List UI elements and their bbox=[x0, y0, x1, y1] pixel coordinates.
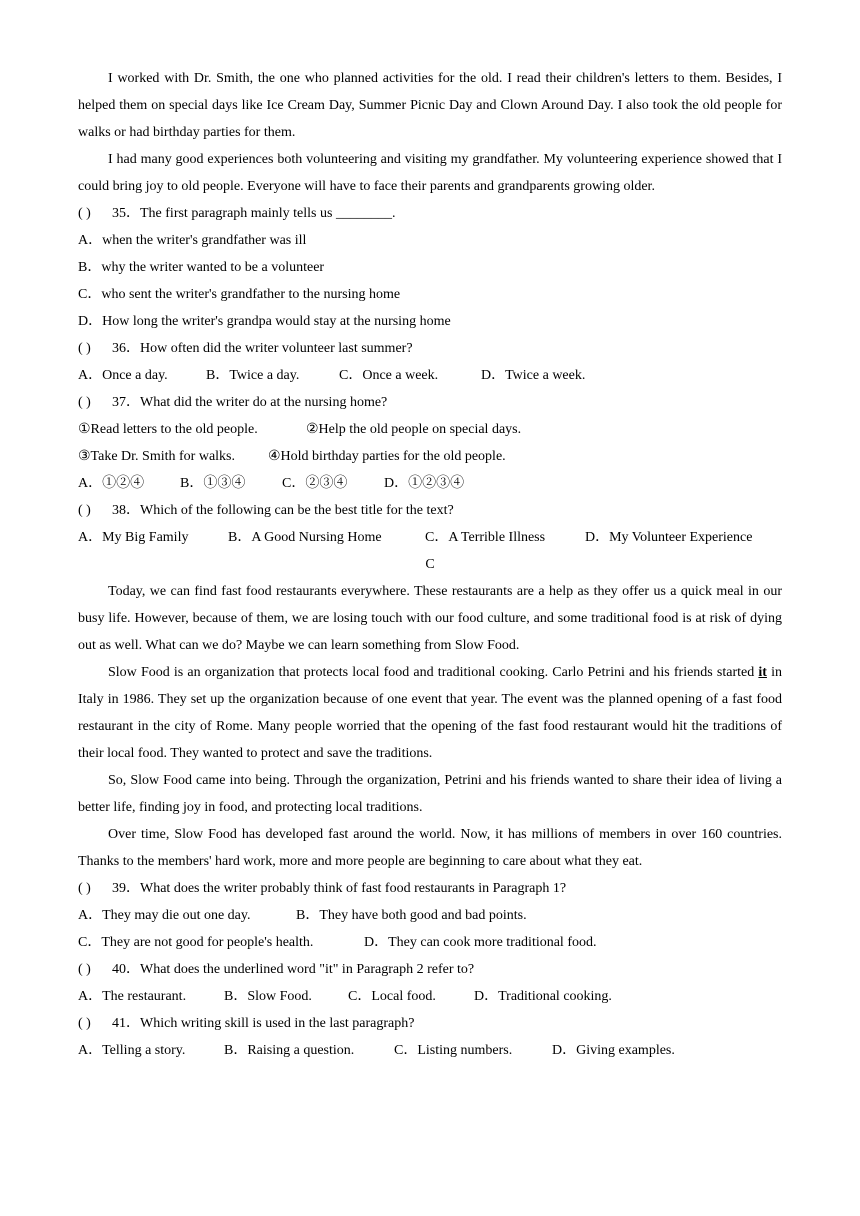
option-a: A．①②④ bbox=[78, 476, 145, 491]
answer-blank[interactable]: ( ) bbox=[78, 395, 91, 410]
question-stem: 40．What does the underlined word "it" in Paragraph 2 refer to? bbox=[112, 962, 475, 977]
answer-blank[interactable]: ( ) bbox=[78, 881, 91, 896]
question-stem: 37．What did the writer do at the nursing home? bbox=[112, 395, 388, 410]
option-a: A．when the writer's grandfather was ill bbox=[78, 233, 307, 248]
passage-c-paragraph-3: So, Slow Food came into being. Through the organization, Petrini and his friends wanted to share their idea of living a better life, finding joy in food, and protecting local traditions. bbox=[78, 773, 782, 815]
document-content bbox=[78, 65, 782, 1064]
passage-c-paragraph-4: Over time, Slow Food has developed fast around the world. Now, it has millions of members in over 160 countries. Thanks to the members' hard work, more and more people are beginning to care about what they eat. bbox=[78, 827, 782, 869]
option-d: D．Twice a week. bbox=[481, 368, 586, 383]
question-stem: 38．Which of the following can be the best title for the text? bbox=[112, 503, 454, 518]
question-stem: 41．Which writing skill is used in the last paragraph? bbox=[112, 1016, 415, 1031]
question-37 bbox=[78, 389, 782, 416]
options-row bbox=[78, 470, 782, 497]
answer-blank[interactable]: ( ) bbox=[78, 503, 91, 518]
options-row bbox=[78, 929, 782, 956]
option-c: C．who sent the writer's grandfather to the nursing home bbox=[78, 287, 401, 302]
question-39 bbox=[78, 875, 782, 902]
question-stem: 39．What does the writer probably think of fast food restaurants in Paragraph 1? bbox=[112, 881, 567, 896]
option-a: A．Once a day. bbox=[78, 368, 168, 383]
options-row bbox=[78, 983, 782, 1010]
item-3: ③Take Dr. Smith for walks. bbox=[78, 449, 235, 464]
question-40 bbox=[78, 956, 782, 983]
option-b: B．Slow Food. bbox=[224, 989, 312, 1004]
option-c: C．Once a week. bbox=[339, 368, 439, 383]
option-a: A．Telling a story. bbox=[78, 1043, 186, 1058]
options-row bbox=[78, 362, 782, 389]
option-d: D．Giving examples. bbox=[552, 1043, 675, 1058]
option-d: D．①②③④ bbox=[384, 476, 465, 491]
options-row bbox=[78, 902, 782, 929]
question-38 bbox=[78, 497, 782, 524]
option-b: B．They have both good and bad points. bbox=[296, 908, 527, 923]
question-41 bbox=[78, 1010, 782, 1037]
item-4: ④Hold birthday parties for the old people. bbox=[268, 449, 506, 464]
answer-blank[interactable]: ( ) bbox=[78, 1016, 91, 1031]
paragraph-text: Slow Food is an organization that protects local food and traditional cooking. Carlo Petrini and his friends started bbox=[108, 665, 759, 680]
question-stem: 35．The first paragraph mainly tells us ________. bbox=[112, 206, 396, 221]
passage-c-paragraph-2 bbox=[78, 659, 782, 767]
answer-blank[interactable]: ( ) bbox=[78, 341, 91, 356]
option-b: B．A Good Nursing Home bbox=[228, 530, 382, 545]
items-row bbox=[78, 443, 782, 470]
option-b: B．①③④ bbox=[180, 476, 246, 491]
item-1: ①Read letters to the old people. bbox=[78, 422, 258, 437]
options-row bbox=[78, 524, 782, 551]
option-c: C．Listing numbers. bbox=[394, 1043, 513, 1058]
answer-blank[interactable]: ( ) bbox=[78, 962, 91, 977]
option-b: B．why the writer wanted to be a volunteer bbox=[78, 260, 325, 275]
option-a: A．The restaurant. bbox=[78, 989, 187, 1004]
passage-b-paragraph-1: I worked with Dr. Smith, the one who planned activities for the old. I read their children's letters to them. Besides, I helped them on special days like Ice Cream Day, Summer Picnic Day and Clown Around Day. I also took the old people for walks or had birthday parties for them. bbox=[78, 71, 782, 140]
answer-blank[interactable]: ( ) bbox=[78, 206, 91, 221]
option-d: D．Traditional cooking. bbox=[474, 989, 612, 1004]
question-35 bbox=[78, 200, 782, 227]
option-b: B．Twice a day. bbox=[206, 368, 300, 383]
option-d: D．They can cook more traditional food. bbox=[364, 935, 597, 950]
question-36 bbox=[78, 335, 782, 362]
item-2: ②Help the old people on special days. bbox=[306, 422, 522, 437]
option-c: C．②③④ bbox=[282, 476, 348, 491]
paragraph-text: in Italy in 1986. They set up the organization because of one event that year. The event was the planned opening of a fast food restaurant in the city of Rome. Many people worried that the opening of the fast food restaurant would hit the traditions of their local food. They wanted to protect and save the traditions. bbox=[78, 665, 783, 761]
section-heading: C bbox=[425, 557, 435, 572]
option-c: C．Local food. bbox=[348, 989, 436, 1004]
option-d: D．My Volunteer Experience bbox=[585, 530, 753, 545]
option-a: A．They may die out one day. bbox=[78, 908, 251, 923]
question-stem: 36．How often did the writer volunteer last summer? bbox=[112, 341, 413, 356]
options-row bbox=[78, 1037, 782, 1064]
option-b: B．Raising a question. bbox=[224, 1043, 355, 1058]
items-row bbox=[78, 416, 782, 443]
underlined-keyword: it bbox=[758, 665, 767, 680]
option-d: D．How long the writer's grandpa would stay at the nursing home bbox=[78, 314, 451, 329]
passage-c-paragraph-1: Today, we can find fast food restaurants everywhere. These restaurants are a help as they offer us a quick meal in our busy life. However, because of them, we are losing touch with our food culture, and some traditional food is at risk of dying out as well. What can we do? Maybe we can learn something from Slow Food. bbox=[78, 584, 782, 653]
option-c: C．A Terrible Illness bbox=[425, 530, 546, 545]
option-c: C．They are not good for people's health. bbox=[78, 935, 314, 950]
passage-b-paragraph-2: I had many good experiences both volunteering and visiting my grandfather. My volunteering experience showed that I could bring joy to old people. Everyone will have to face their parents and grandparents growing older. bbox=[78, 152, 782, 194]
option-a: A．My Big Family bbox=[78, 530, 189, 545]
